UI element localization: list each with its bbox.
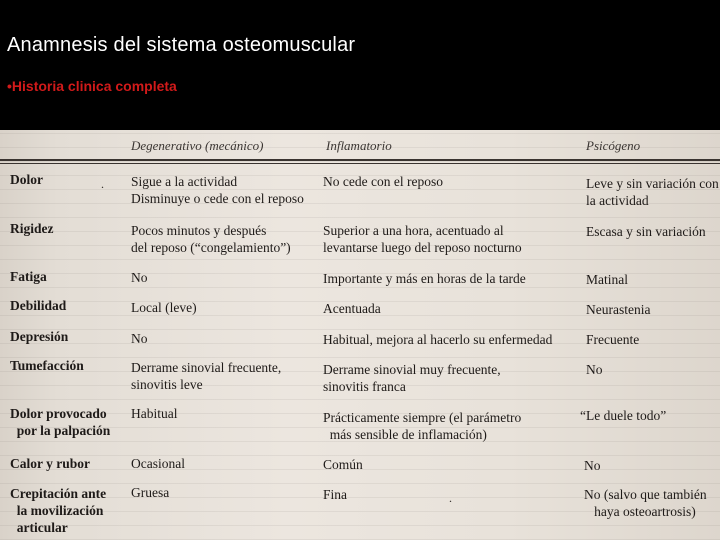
cell-palpacion-inflamatorio: Prácticamente siempre (el parámetro más sensible de inflamación) — [323, 410, 522, 442]
cell-depresion-inflamatorio: Habitual, mejora al hacerlo su enfermedad — [323, 332, 553, 347]
row-label-crepitacion: Crepitación ante la movilización articular — [10, 486, 107, 535]
cell-depresion-psicogeno: Frecuente — [586, 332, 640, 347]
cell-debilidad-psicogeno: Neurastenia — [586, 302, 651, 317]
column-header-psicogeno: Psicógeno — [586, 138, 641, 153]
slide-subtitle: •Historia clinica completa — [7, 78, 177, 94]
header-rule-thin — [0, 163, 720, 164]
cell-crepitacion-psicogeno: No (salvo que también haya osteoartrosis) — [584, 487, 707, 519]
slide-title: Anamnesis del sistema osteomuscular — [7, 34, 356, 56]
cell-rigidez-inflamatorio: Superior a una hora, acentuado al levantarse luego del reposo nocturno — [323, 223, 522, 255]
row-label-tumefaccion: Tumefacción — [10, 358, 84, 373]
cell-dolor-psicogeno: Leve y sin variación con la actividad — [586, 176, 719, 208]
row-label-depresion: Depresión — [10, 329, 69, 344]
row-label-calor-rubor: Calor y rubor — [10, 456, 90, 471]
cell-depresion-degenerativo: No — [131, 331, 148, 346]
cell-dolor-degenerativo: Sigue a la actividad Disminuye o cede con el reposo — [131, 174, 304, 206]
cell-debilidad-inflamatorio: Acentuada — [323, 301, 381, 316]
cell-palpacion-psicogeno: “Le duele todo” — [580, 408, 667, 423]
cell-dolor-inflamatorio: No cede con el reposo — [323, 174, 443, 189]
cell-rigidez-degenerativo: Pocos minutos y después del reposo (“congelamiento”) — [131, 223, 291, 255]
column-header-degenerativo: Degenerativo (mecánico) — [131, 138, 264, 153]
row-label-debilidad: Debilidad — [10, 298, 67, 313]
cell-crepitacion-degenerativo: Gruesa — [131, 485, 170, 500]
row-label-fatiga: Fatiga — [10, 269, 47, 284]
cell-calor-psicogeno: No — [584, 458, 601, 473]
scanned-table-image — [0, 130, 720, 540]
scan-speck: . — [449, 491, 452, 505]
cell-palpacion-degenerativo: Habitual — [131, 406, 178, 421]
cell-rigidez-psicogeno: Escasa y sin variación — [586, 224, 706, 239]
cell-debilidad-degenerativo: Local (leve) — [131, 300, 197, 315]
cell-tumefaccion-degenerativo: Derrame sinovial frecuente, sinovitis leve — [131, 360, 282, 392]
cell-tumefaccion-inflamatorio: Derrame sinovial muy frecuente, sinovitis franca — [323, 362, 501, 394]
header-rule — [0, 159, 720, 161]
row-label-dolor: Dolor — [10, 172, 43, 187]
row-label-dolor-palpacion: Dolor provocado por la palpación — [10, 406, 111, 438]
cell-calor-degenerativo: Ocasional — [131, 456, 185, 471]
cell-fatiga-psicogeno: Matinal — [586, 272, 628, 287]
cell-calor-inflamatorio: Común — [323, 457, 363, 472]
column-header-inflamatorio: Inflamatorio — [326, 138, 392, 153]
slide-header — [0, 0, 720, 130]
scan-speck: . — [101, 177, 104, 191]
cell-fatiga-inflamatorio: Importante y más en horas de la tarde — [323, 271, 526, 286]
row-label-rigidez: Rigidez — [10, 221, 54, 236]
cell-tumefaccion-psicogeno: No — [586, 362, 603, 377]
cell-fatiga-degenerativo: No — [131, 270, 148, 285]
cell-crepitacion-inflamatorio: Fina — [323, 487, 348, 502]
